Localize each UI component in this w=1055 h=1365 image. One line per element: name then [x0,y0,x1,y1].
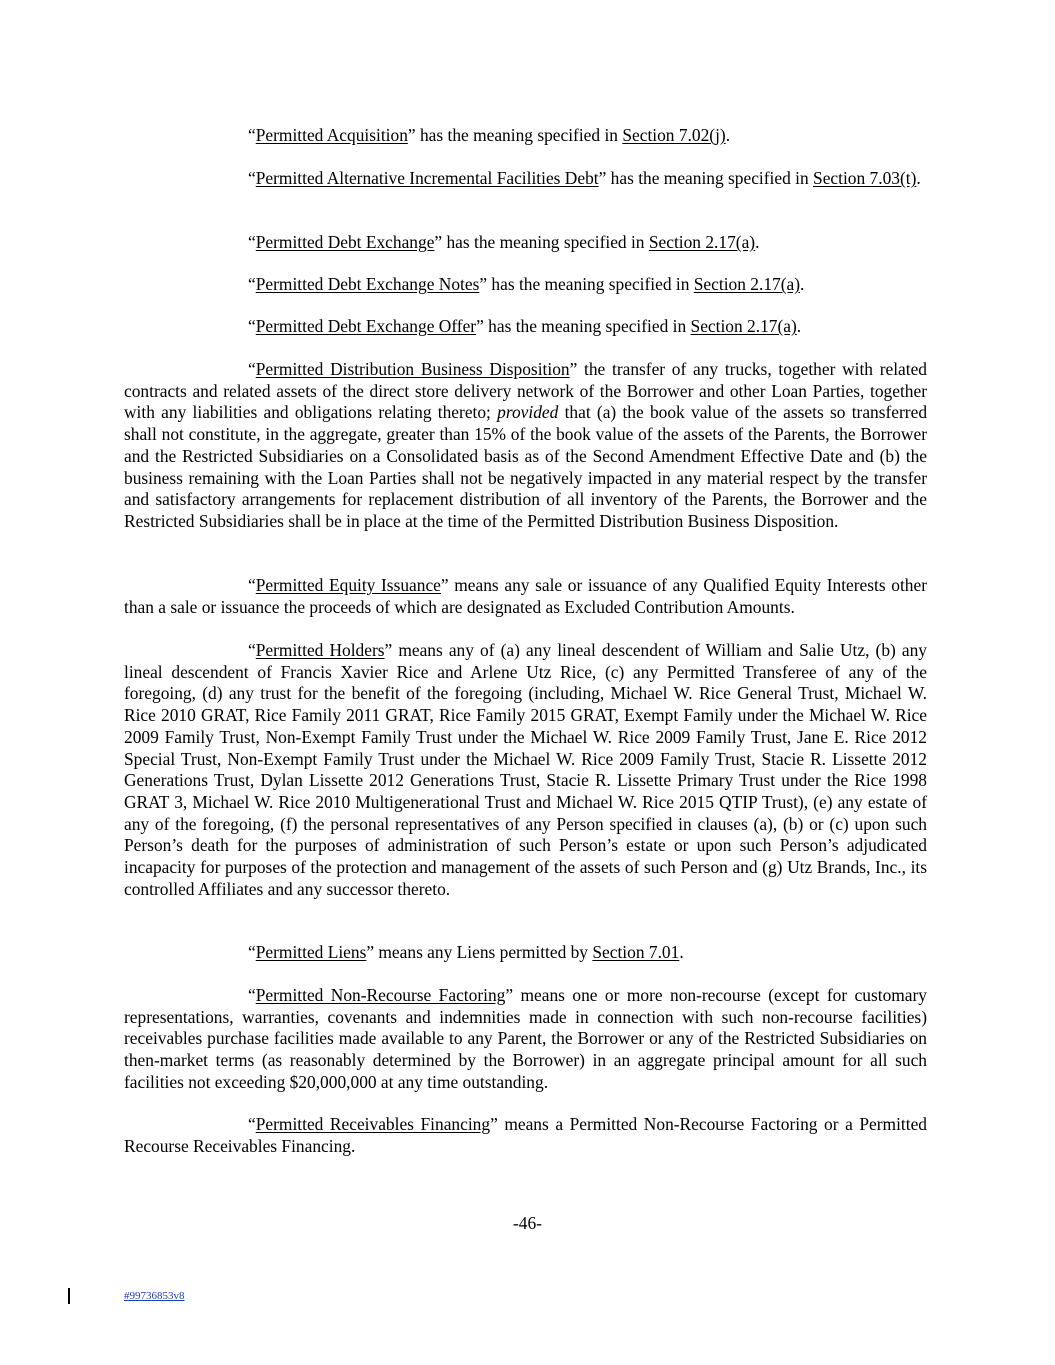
change-bar [68,1288,70,1304]
defined-term: Permitted Debt Exchange Notes [255,274,480,294]
definition-permitted-debt-exchange-notes: “Permitted Debt Exchange Notes” has the meaning specified in Section 2.17(a). [248,274,805,294]
definition-permitted-receivables-financing: “Permitted Receivables Financing” means a Permitted Non-Recourse Factoring or a Permitted Recourse Receivables Financing. [124,1114,927,1156]
defined-term: Permitted Debt Exchange Offer [255,316,477,336]
definition-permitted-liens: “Permitted Liens” means any Liens permitted by Section 7.01. [248,942,684,962]
document-id-link[interactable]: #99736853v8 [124,1290,185,1302]
defined-term: Permitted Alternative Incremental Facilities Debt [255,168,599,188]
section-reference: Section 7.01 [592,942,680,962]
section-reference: Section 2.17(a) [690,316,797,336]
section-reference: Section 2.17(a) [648,232,756,252]
defined-term: Permitted Acquisition [255,125,408,145]
defined-term: Permitted Debt Exchange [255,232,435,252]
defined-term: Permitted Distribution Business Disposition [255,359,570,379]
definition-permitted-holders: “Permitted Holders” means any of (a) any lineal descendent of William and Salie Utz, (b) any lineal descendent of Francis Xavier Rice and Arlene Utz Rice, (c) any Permitted Transferee of any of the foregoing, (d) any trust for the benefit of the foregoing (including, Michael W. Rice General Trust, Michael W. Rice 2010 GRAT, Rice Family 2011 GRAT, Rice Family 2015 GRAT, Exempt Family under the Michael W. Rice 2009 Family Trust, Non-Exempt Family Trust under the Michael W. Rice 2009 Family Trust, Jane E. Rice 2012 Special Trust, Non-Exempt Family Trust under the Michael W. Rice 2009 Family Trust, Stacie R. Lissette 2012 Generations Trust, Dylan Lissette 2012 Generations Trust, Stacie R. Lissette Primary Trust under the Rice 1998 GRAT 3, Michael W. Rice 2010 Multigenerational Trust and Michael W. Rice 2015 QTIP Trust), (e) any estate of any of the foregoing, (f) the personal representatives of any Person specified in clauses (a), (b) or (c) upon such Person’s death for the purposes of administration of such Person’s estate or upon such Person’s adjudicated incapacity for purposes of the protection and management of the assets of such Person and (g) Utz Brands, Inc., its controlled Affiliates and any successor thereto. [124,640,928,899]
defined-term: Permitted Holders [255,640,385,660]
section-reference: Section 7.02(j) [622,125,726,145]
page-number: -46- [513,1213,542,1233]
definition-permitted-equity-issuance: “Permitted Equity Issuance” means any sale or issuance of any Qualified Equity Interests other than a sale or issuance the proceeds of which are designated as Excluded Contribution Amounts. [124,575,928,617]
definition-permitted-acquisition: “Permitted Acquisition” has the meaning specified in Section 7.02(j). [248,125,731,145]
definition-permitted-debt-exchange-offer: “Permitted Debt Exchange Offer” has the meaning specified in Section 2.17(a). [248,316,802,336]
defined-term: Permitted Non-Recourse Factoring [255,985,506,1005]
definition-permitted-distribution-business-disposition: “Permitted Distribution Business Disposition” the transfer of any trucks, together with related contracts and related assets of the direct store delivery network of the Borrower and other Loan Parties, together with any liabilities and obligations relating thereto; provided that (a) the book value of the assets so transferred shall not constitute, in the aggregate, greater than 15% of the book value of the assets of the Parents, the Borrower and the Restricted Subsidiaries on a Consolidated basis as of the Second Amendment Effective Date and (b) the business remaining with the Loan Parties shall not be negatively impacted in any material respect by the transfer and satisfactory arrangements for replacement distribution of all inventory of the Parents, the Borrower and the Restricted Subsidiaries shall be in place at the time of the Permitted Distribution Business Disposition. [124,359,928,531]
section-reference: Section 2.17(a) [693,274,801,294]
definition-permitted-non-recourse-factoring: “Permitted Non-Recourse Factoring” means one or more non-recourse (except for customary representations, warranties, covenants and indemnities made in connection with such non-recourse facilities) receivables purchase facilities made available to any Parent, the Borrower or any of the Restricted Subsidiaries on then-market terms (as reasonably determined by the Borrower) in an aggregate principal amount for all such facilities not exceeding $20,000,000 at any time outstanding. [124,985,928,1092]
defined-term: Permitted Receivables Financing [255,1114,491,1134]
defined-term: Permitted Equity Issuance [255,575,441,595]
defined-term: Permitted Liens [255,942,367,962]
definition-permitted-alternative-incremental-facilities-debt: “Permitted Alternative Incremental Facilities Debt” has the meaning specified in Section 7.03(t). [248,168,921,188]
section-reference: Section 7.03(t) [813,168,917,188]
italic-proviso: provided [497,402,559,423]
definition-permitted-debt-exchange: “Permitted Debt Exchange” has the meaning specified in Section 2.17(a). [248,232,760,252]
